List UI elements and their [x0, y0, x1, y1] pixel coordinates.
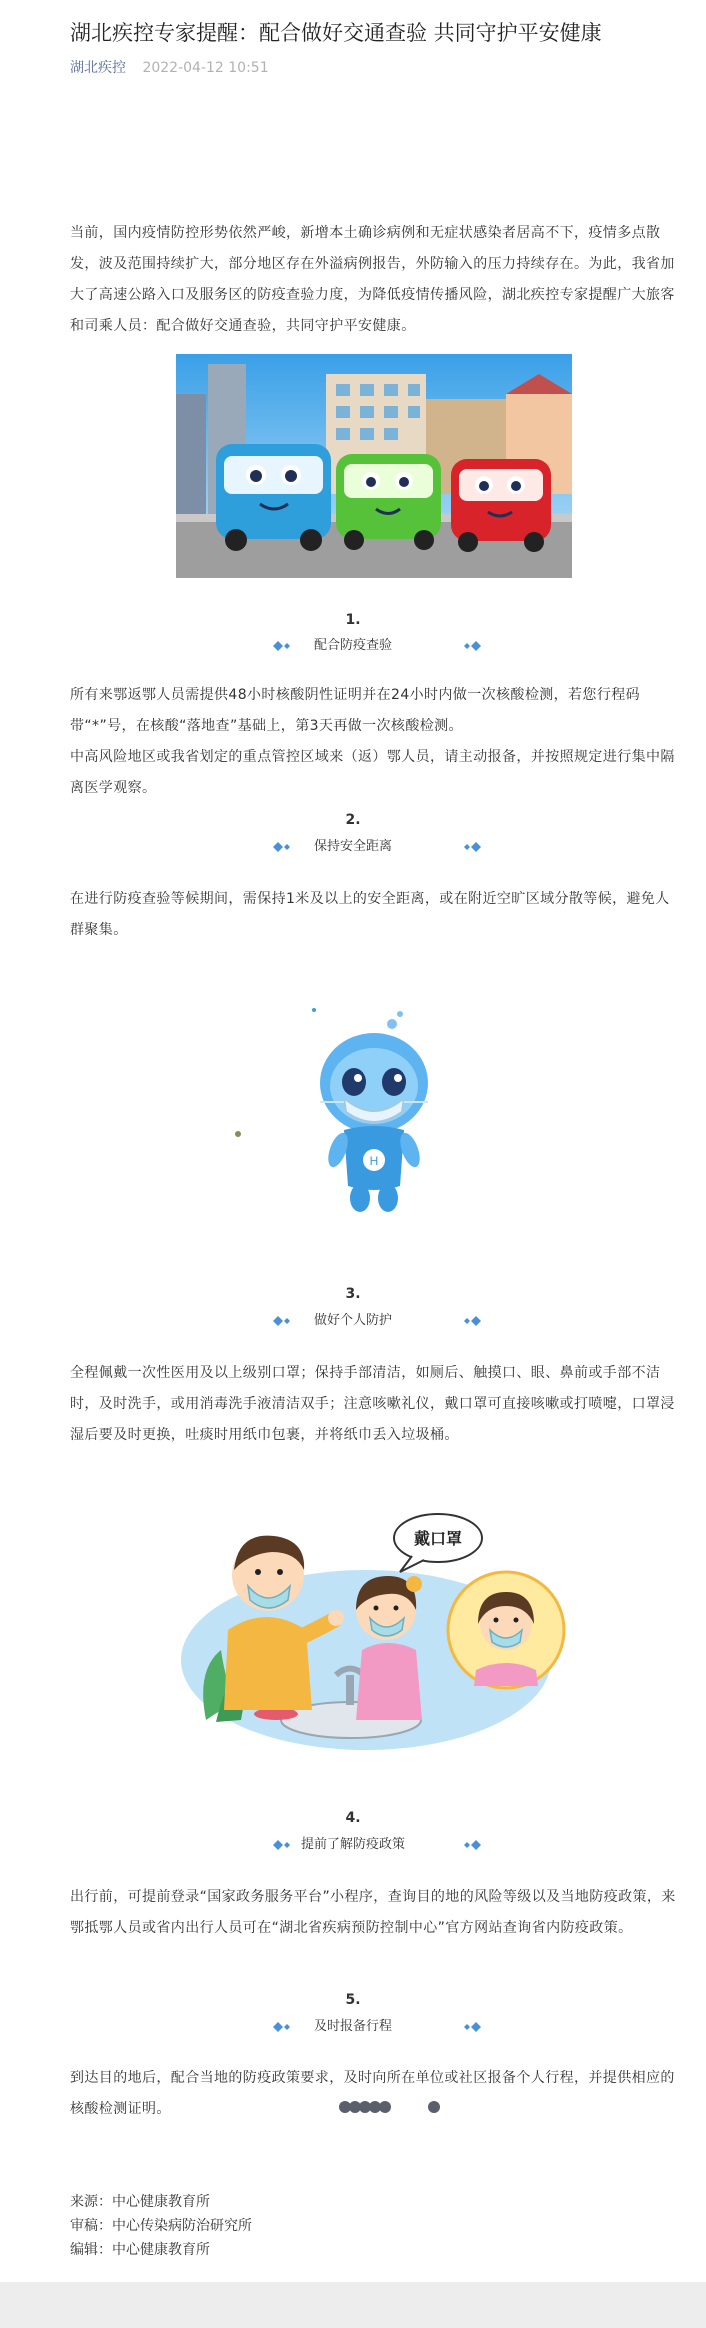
- section-2-label: 保持安全距离: [313, 839, 392, 854]
- section-4-label: 提前了解防疫政策: [300, 1837, 405, 1852]
- mask-wearing-illustration: [176, 1500, 586, 1760]
- intro-paragraph: 当前，国内疫情防控形势依然严峻，新增本土确诊病例和无症状感染者居高不下，疫情多点散发，波及范围持续扩大，部分地区存在外溢病例报告，外防输入的压力持续存在。为此，我省加大了高速公路入口及服务区的防疫查验力度，为降低疫情传播风险，湖北疾控专家提醒广大旅客和司乘人员：配合做好交通查验，共同守护平安健康。: [70, 225, 675, 334]
- buses-illustration: [176, 354, 572, 578]
- section-3-label: 做好个人防护: [313, 1313, 392, 1328]
- section-4-paragraph-1: 出行前，可提前登录“国家政务服务平台”小程序，查询目的地的风险等级以及当地防疫政策，来鄂抵鄂人员或省内出行人员可在“湖北省疾病预防控制中心”官方网站查询省内防疫政策。: [70, 1889, 676, 1936]
- diamond-right-icon: [462, 1839, 482, 1851]
- section-4-number: 4.: [345, 1810, 361, 1826]
- section-1-paragraph-1: 所有来鄂返鄂人员需提供48小时核酸阴性证明并在24小时内做一次核酸检测，若您行程码带“*”号，在核酸“落地查”基础上，第3天再做一次核酸检测。: [70, 687, 641, 734]
- section-5-paragraph-1: 到达目的地后，配合当地的防疫政策要求，及时向所在单位或社区报备个人行程，并提供相应的核酸检测证明。: [70, 2070, 675, 2117]
- credit-reviewer: 审稿：中心传染病防治研究所: [70, 2218, 252, 2234]
- credit-source: 来源：中心健康教育所: [70, 2194, 210, 2210]
- credit-editor: 编辑：中心健康教育所: [70, 2242, 210, 2258]
- section-5-label: 及时报备行程: [313, 2019, 392, 2034]
- diamond-right-icon: [462, 2021, 482, 2033]
- page-footer: [0, 2282, 706, 2328]
- section-3-paragraph-1: 全程佩戴一次性医用及以上级别口罩；保持手部清洁，如厕后、触摸口、眼、鼻前或手部不洁时，及时洗手，或用消毒洗手液清洁双手；注意咳嗽礼仪，戴口罩可直接咳嗽或打喷嚏，口罩浸湿后要及时更换，吐痰时用纸巾包裹，并将纸巾丢入垃圾桶。: [70, 1365, 675, 1443]
- section-5-number: 5.: [345, 1992, 361, 2008]
- article-meta: [70, 58, 269, 78]
- section-3-number: 3.: [345, 1286, 361, 1302]
- diamond-right-icon: [462, 841, 482, 853]
- mascot-illustration: [226, 990, 486, 1250]
- section-1-label: 配合防疫查验: [313, 638, 392, 653]
- credits-block: [70, 2190, 252, 2262]
- section-2-paragraph-1: 在进行防疫查验等候期间，需保持1米及以上的安全距离，或在附近空旷区域分散等候，避免人群聚集。: [70, 891, 670, 938]
- dots-divider-icon: [338, 2100, 442, 2114]
- section-1-paragraph-2: 中高风险地区或我省划定的重点管控区域来（返）鄂人员，请主动报备，并按照规定进行集中隔离医学观察。: [70, 749, 675, 796]
- svg-text:H: H: [369, 1154, 379, 1168]
- diamond-right-icon: [462, 640, 482, 652]
- speech-bubble-text: 戴口罩: [413, 1529, 463, 1548]
- article-title: 湖北疾控专家提醒：配合做好交通查验 共同守护平安健康: [70, 21, 602, 45]
- author-link[interactable]: 湖北疾控: [70, 60, 126, 76]
- diamond-right-icon: [462, 1315, 482, 1327]
- section-2-number: 2.: [345, 812, 361, 828]
- publish-date: 2022-04-12 10:51: [142, 60, 269, 76]
- section-1-number: 1.: [345, 612, 361, 628]
